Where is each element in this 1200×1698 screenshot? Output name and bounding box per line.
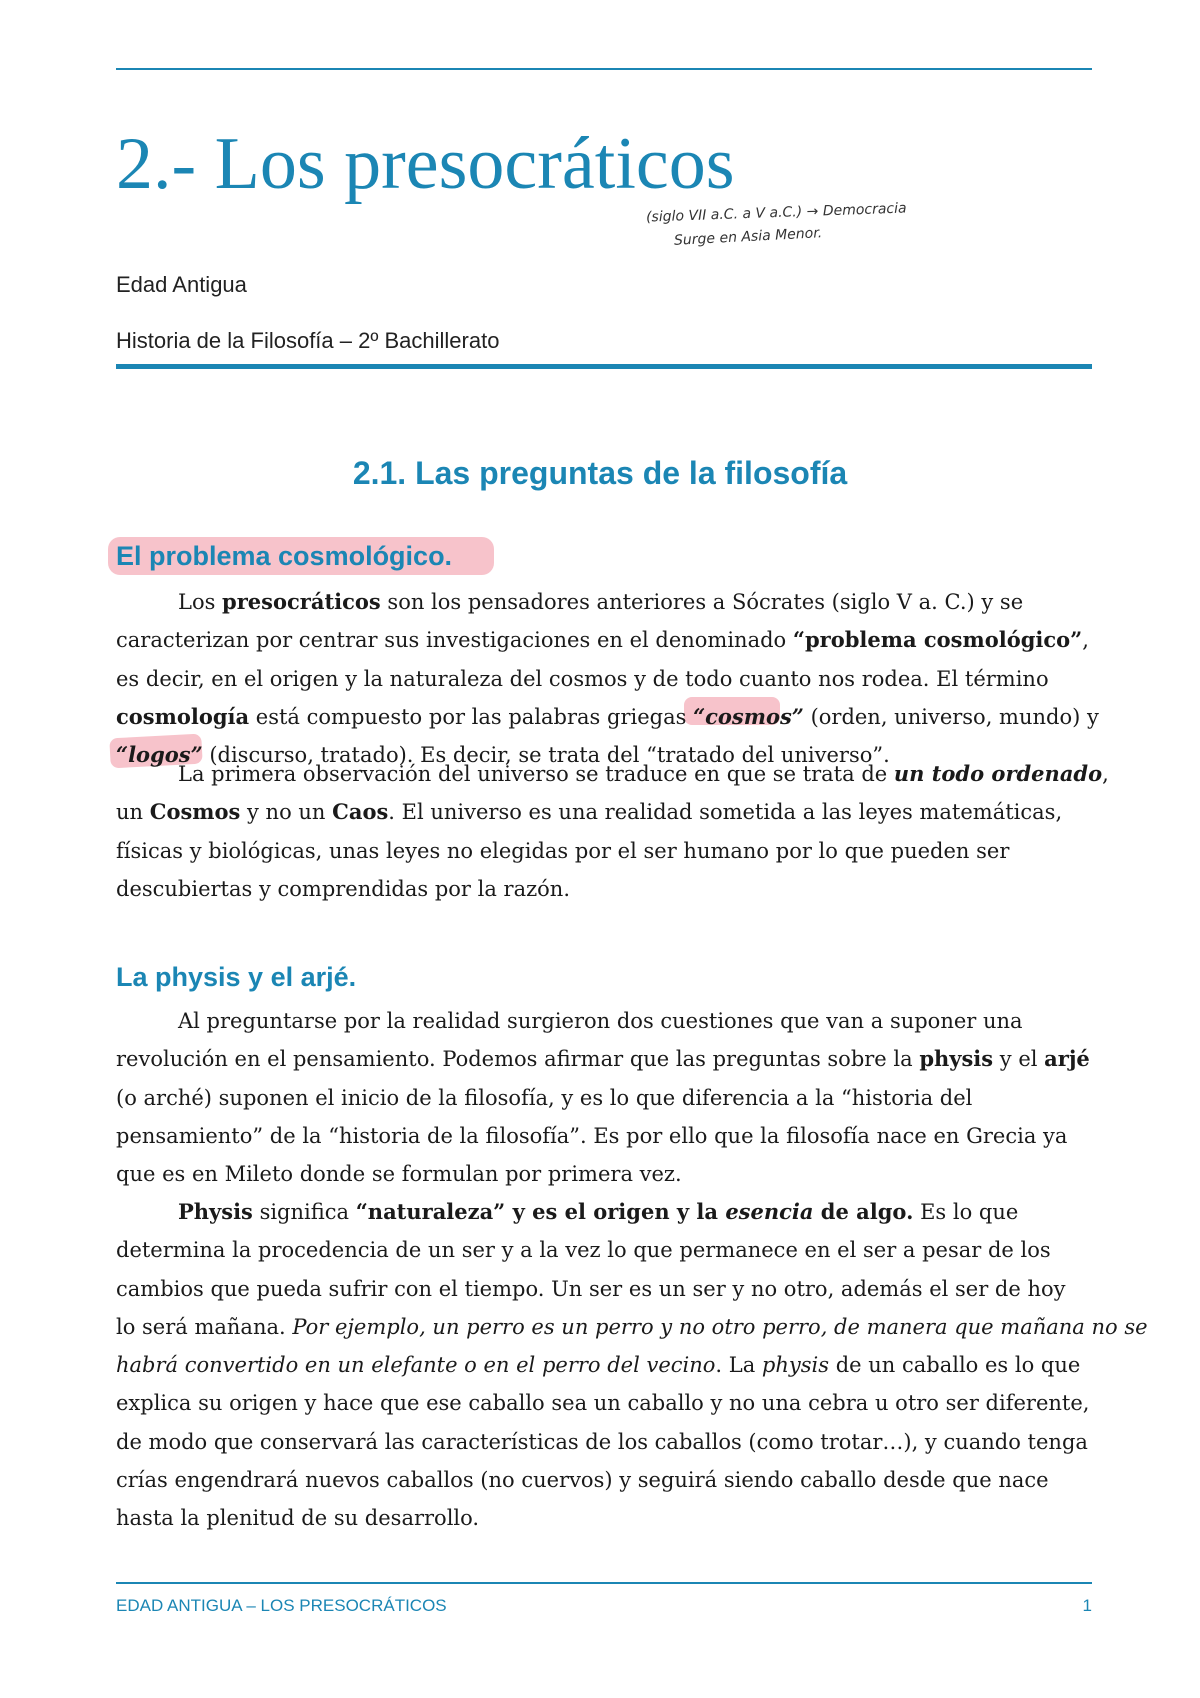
handwritten-note-line-2: Surge en Asia Menor. bbox=[673, 225, 823, 249]
text-line: Los presocráticos son los pensadores anteriores a Sócrates (siglo V a. C.) y se bbox=[178, 589, 1024, 614]
text-line: caracterizan por centrar sus investigaciones en el denominado “problema cosmológico”, bbox=[116, 627, 1089, 653]
text-line: (o arché) suponen el inicio de la filosofía, y es lo que diferencia a la “historia del bbox=[116, 1085, 973, 1110]
paragraph bbox=[116, 1002, 1092, 1193]
text-line: es decir, en el origen y la naturaleza del cosmos y de todo cuanto nos rodea. El término bbox=[116, 666, 1049, 691]
text-line: físicas y biológicas, unas leyes no elegidas por el ser humano por lo que pueden ser bbox=[116, 838, 1010, 863]
paragraph bbox=[116, 583, 1099, 774]
text-line: habrá convertido en un elefante o en el perro del vecino. La physis de un caballo es lo que bbox=[116, 1353, 1081, 1378]
footer-title: EDAD ANTIGUA – LOS PRESOCRÁTICOS bbox=[116, 1596, 447, 1615]
text-line: hasta la plenitud de su desarrollo. bbox=[116, 1506, 480, 1531]
text-line: “logos” (discurso, tratado). Es decir, se trata del “tratado del universo”. bbox=[116, 742, 890, 768]
text-line: explica su origen y hace que ese caballo sea un caballo y no una cebra u otro ser diferente, bbox=[116, 1391, 1090, 1416]
page-title: 2.- Los presocráticos bbox=[116, 123, 735, 205]
text-line: descubiertas y comprendidas por la razón. bbox=[116, 876, 571, 901]
text-line: determina la procedencia de un ser y a la vez lo que permanece en el ser a pesar de los bbox=[116, 1238, 1051, 1263]
subtitle-era: Edad Antigua bbox=[116, 272, 247, 297]
text-line: cambios que pueda sufrir con el tiempo. Un ser es un ser y no otro, además el ser de hoy bbox=[116, 1276, 1066, 1301]
text-line: que es en Mileto donde se formulan por primera vez. bbox=[116, 1162, 682, 1187]
subsection-heading-physis: La physis y el arjé. bbox=[116, 962, 357, 992]
text-line: crías engendrará nuevos caballos (no cuervos) y seguirá siendo caballo desde que nace bbox=[116, 1468, 1049, 1493]
section-heading: 2.1. Las preguntas de la filosofía bbox=[352, 455, 848, 491]
paragraph bbox=[116, 755, 1109, 908]
text-line: un Cosmos y no un Caos. El universo es una realidad sometida a las leyes matemáticas, bbox=[116, 799, 1063, 825]
page-number: 1 bbox=[1082, 1596, 1092, 1615]
handwritten-note-line-1: (siglo VII a.C. a V a.C.) → Democracia bbox=[645, 200, 907, 226]
text-line: lo será mañana. Por ejemplo, un perro es un perro y no otro perro, de manera que mañana no se bbox=[116, 1314, 1148, 1339]
text-line: cosmología está compuesto por las palabras griegas “cosmos” (orden, universo, mundo) y bbox=[116, 703, 1099, 729]
subsection-heading-cosmological: El problema cosmológico. bbox=[116, 541, 453, 571]
header-rule bbox=[116, 364, 1092, 369]
subtitle-course: Historia de la Filosofía – 2º Bachillerato bbox=[116, 328, 500, 353]
text-line: Al preguntarse por la realidad surgieron dos cuestiones que van a suponer una bbox=[178, 1009, 1023, 1033]
text-line: Physis significa “naturaleza” y es el origen y la esencia de algo. Es lo que bbox=[178, 1199, 1019, 1224]
paragraph bbox=[116, 1193, 1148, 1538]
text-line: pensamiento” de la “historia de la filosofía”. Es por ello que la filosofía nace en Grecia ya bbox=[116, 1123, 1068, 1148]
text-line: de modo que conservará las características de los caballos (como trotar…), y cuando tenga bbox=[116, 1429, 1088, 1454]
footer-rule bbox=[116, 1582, 1092, 1584]
text-line: revolución en el pensamiento. Podemos afirmar que las preguntas sobre la physis y el arjé bbox=[116, 1046, 1090, 1072]
top-rule bbox=[116, 68, 1092, 70]
text-line: La primera observación del universo se traduce en que se trata de un todo ordenado, bbox=[178, 761, 1109, 786]
